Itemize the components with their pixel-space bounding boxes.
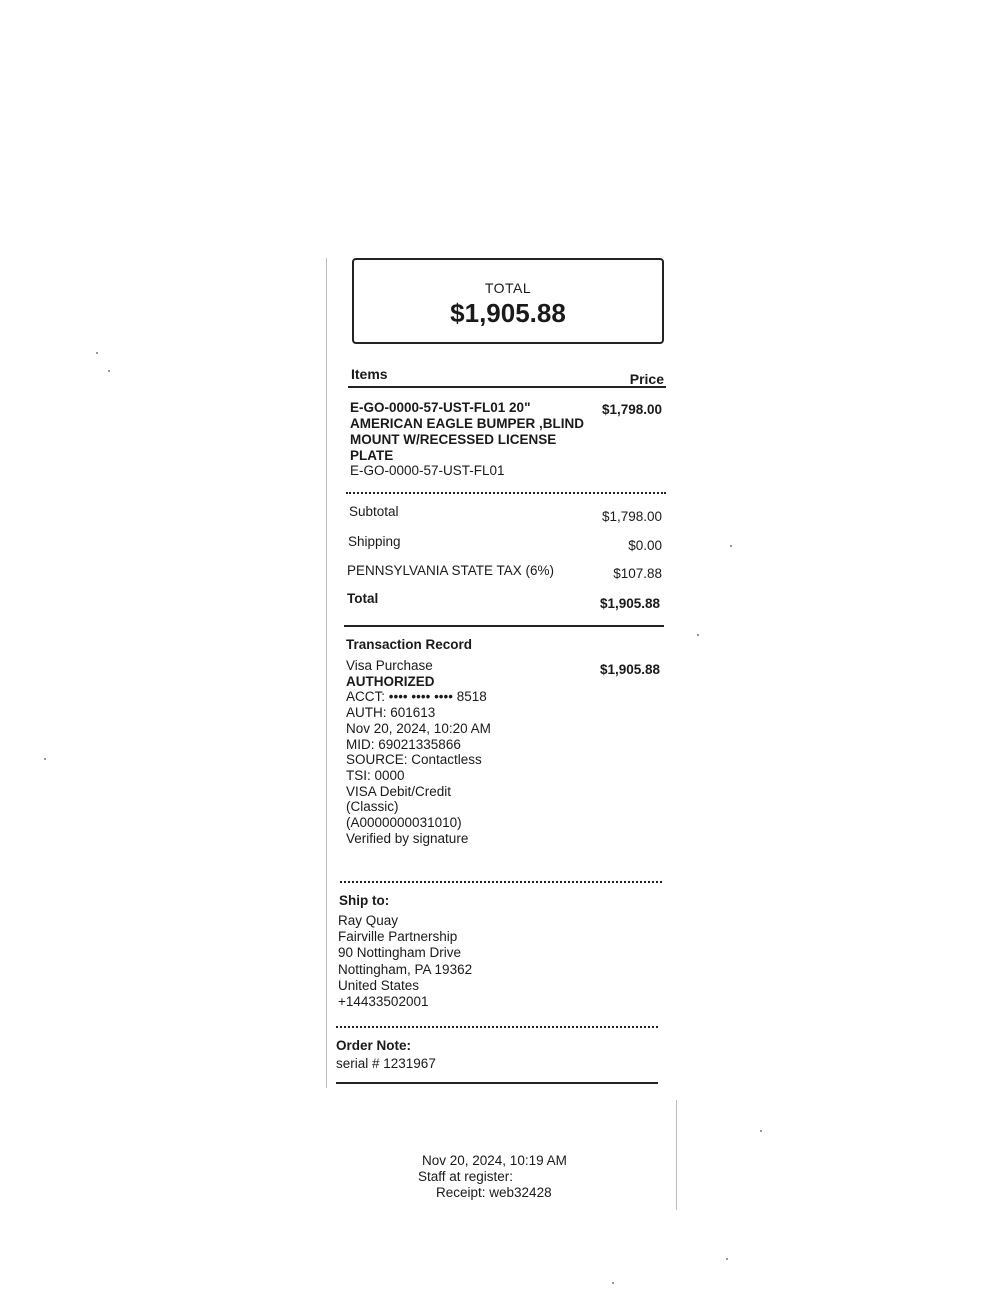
transaction-dotted-rule — [340, 881, 662, 883]
transaction-details — [346, 658, 491, 846]
merchant-id: MID: 69021335866 — [346, 736, 461, 752]
receipt-footer — [406, 1153, 606, 1201]
payment-source: SOURCE: Contactless — [346, 752, 482, 768]
application-id: (A0000000031010) — [346, 815, 462, 831]
ship-to-name: Ray Quay — [338, 913, 399, 928]
tax-value: $107.88 — [613, 566, 662, 581]
purchase-type: Visa Purchase — [346, 658, 433, 673]
verification-method: Verified by signature — [346, 830, 469, 846]
tax-label: PENNSYLVANIA STATE TAX (6%) — [347, 563, 555, 578]
account-number: ACCT: •••• •••• •••• 8518 — [346, 689, 487, 705]
footer-datetime: Nov 20, 2024, 10:19 AM — [422, 1153, 567, 1168]
item-description: E-GO-0000-57-UST-FL01 20" AMERICAN EAGLE BUMPER ,BLIND MOUNT W/RECESSED LICENSE PLATE — [350, 400, 585, 463]
scan-speck — [612, 1282, 614, 1284]
card-type: VISA Debit/Credit — [346, 783, 452, 799]
total-box-amount: $1,905.88 — [450, 298, 566, 328]
total-box-label: TOTAL — [484, 280, 532, 296]
scan-edge-left — [326, 258, 327, 1088]
transaction-datetime: Nov 20, 2024, 10:20 AM — [346, 720, 491, 736]
card-class: (Classic) — [346, 799, 399, 815]
ship-to-phone: +14433502001 — [338, 994, 429, 1010]
shipping-value: $0.00 — [628, 538, 662, 553]
ship-to-company: Fairville Partnership — [338, 929, 458, 945]
ship-to-dotted-rule — [336, 1026, 658, 1028]
ship-to-address — [338, 913, 472, 1010]
order-note-text: serial # 1231967 — [336, 1056, 436, 1071]
order-note-rule — [336, 1082, 658, 1084]
scan-speck — [108, 370, 110, 372]
ship-to-country: United States — [338, 977, 420, 993]
ship-to-city: Nottingham, PA 19362 — [338, 961, 473, 977]
scan-speck — [726, 1258, 728, 1260]
summary-rule — [344, 625, 664, 627]
auth-code: AUTH: 601613 — [346, 705, 436, 721]
scan-edge-right — [676, 1100, 677, 1210]
transaction-amount: $1,905.88 — [599, 662, 660, 677]
order-note-heading: Order Note: — [336, 1038, 412, 1053]
item-price: $1,798.00 — [601, 402, 662, 417]
total-box — [352, 258, 664, 344]
subtotal-label: Subtotal — [349, 504, 399, 519]
scan-speck — [697, 634, 699, 636]
footer-receipt-number: Receipt: web32428 — [436, 1185, 552, 1200]
transaction-heading: Transaction Record — [346, 637, 473, 652]
price-header: Price — [629, 371, 664, 387]
scan-speck — [44, 758, 46, 760]
subtotal-value: $1,798.00 — [601, 509, 662, 524]
items-dotted-rule — [346, 492, 666, 494]
summary-total-label: Total — [347, 591, 379, 606]
summary-total-value: $1,905.88 — [599, 596, 660, 611]
item-sku: E-GO-0000-57-UST-FL01 — [350, 463, 505, 478]
items-header-rule — [348, 386, 666, 388]
scan-speck — [760, 1130, 762, 1132]
ship-to-street: 90 Nottingham Drive — [338, 945, 462, 961]
shipping-label: Shipping — [348, 534, 401, 549]
tsi-code: TSI: 0000 — [346, 767, 405, 783]
authorization-status: AUTHORIZED — [346, 673, 435, 689]
ship-to-heading: Ship to: — [339, 893, 390, 908]
footer-staff: Staff at register: — [418, 1169, 514, 1184]
scan-speck — [730, 545, 732, 547]
scan-speck — [96, 352, 98, 354]
items-header: Items — [351, 366, 388, 382]
